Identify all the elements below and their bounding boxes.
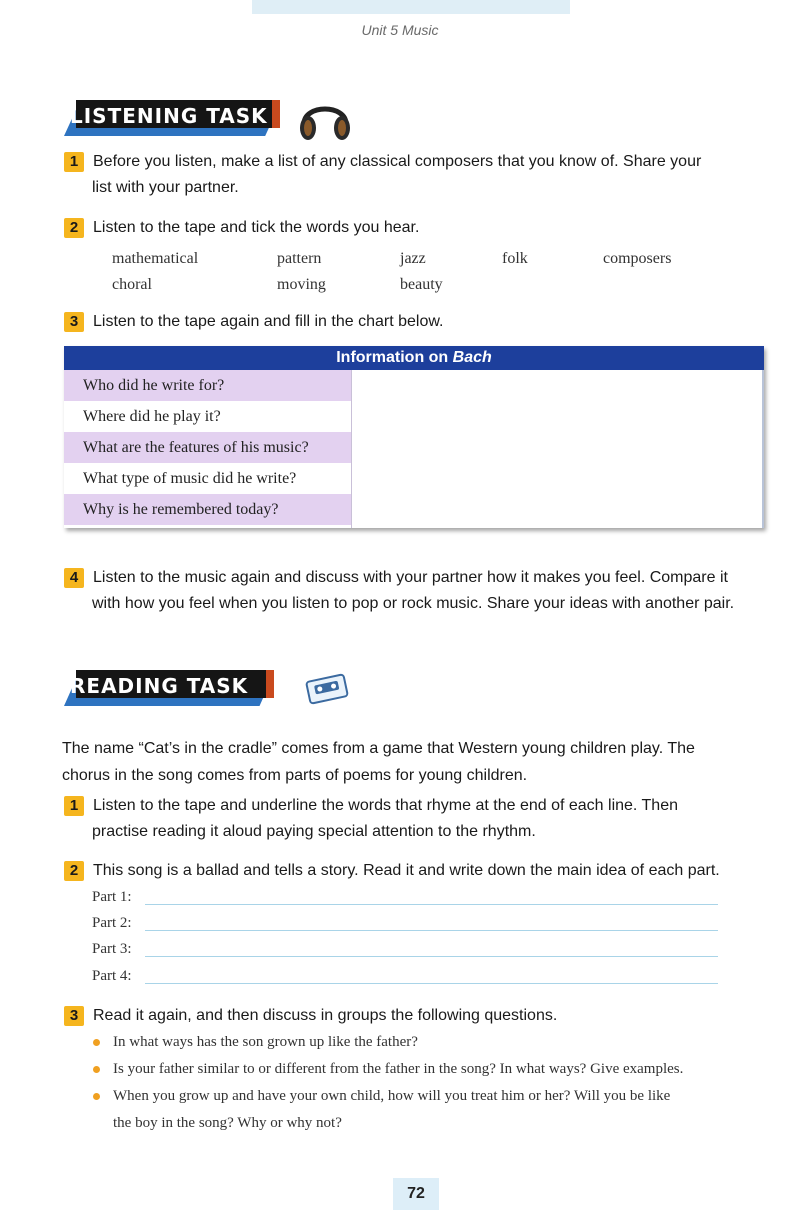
bullet-dot	[93, 1039, 100, 1046]
reading-task-banner	[64, 670, 284, 706]
chart-row	[64, 494, 764, 525]
chart-row	[64, 432, 764, 463]
task-text: Before you listen, make a list of any classical composers that you know of. Share your	[93, 153, 702, 170]
chart-divider	[351, 370, 352, 528]
task-number: 4	[64, 568, 84, 588]
task-text-cont: list with your partner.	[92, 179, 239, 196]
part-label: Part 2:	[92, 915, 132, 931]
task-text: Listen to the tape and tick the words you hear.	[93, 219, 420, 236]
task-text: Listen to the tape again and fill in the chart below.	[93, 313, 444, 330]
word-option: mathematical	[112, 250, 199, 267]
task-number: 3	[64, 1006, 84, 1026]
question-text: In what ways has the son grown up like the father?	[113, 1034, 418, 1050]
chart-question: What are the features of his music?	[64, 432, 352, 463]
chart-row	[64, 370, 764, 401]
task-number: 2	[64, 861, 84, 881]
page-number: 72	[393, 1178, 439, 1210]
task-text: Listen to the music again and discuss with your partner how it makes you feel. Compare it	[93, 569, 728, 586]
chart-question: Who did he write for?	[64, 370, 352, 401]
word-option: pattern	[277, 250, 322, 267]
question-text: Is your father similar to or different from the father in the song? In what ways? Give examples.	[113, 1061, 684, 1077]
listening-task-1	[64, 149, 769, 201]
listening-task-title: LISTENING TASK	[70, 104, 268, 128]
word-option: folk	[502, 250, 528, 267]
bullet-dot	[93, 1066, 100, 1073]
unit-title: Unit 5 Music	[361, 22, 439, 38]
reading-intro	[62, 735, 767, 789]
answer-line	[145, 930, 718, 931]
answer-line	[145, 956, 718, 957]
word-option: choral	[112, 276, 152, 293]
task-text-cont: practise reading it aloud paying special attention to the rhythm.	[92, 823, 536, 840]
reading-task-1	[64, 793, 769, 845]
chart-question: Where did he play it?	[83, 408, 221, 425]
chart-question: What type of music did he write?	[83, 470, 297, 487]
listening-task-2	[64, 215, 769, 241]
reading-intro-line: The name “Cat’s in the cradle” comes from a game that Western young children play. The	[62, 740, 695, 757]
reading-task-title: READING TASK	[70, 674, 249, 698]
discussion-question	[93, 1083, 773, 1137]
chart-title-prefix: Information on	[336, 349, 453, 366]
chart-title-name: Bach	[452, 349, 492, 366]
cassette-icon	[304, 672, 350, 706]
chart-header	[64, 346, 764, 370]
chart-row	[64, 463, 764, 494]
reading-task-3	[64, 1003, 769, 1029]
chart-border	[762, 370, 764, 528]
word-option: composers	[603, 250, 672, 267]
task-number: 1	[64, 796, 84, 816]
listening-task-4	[64, 565, 769, 617]
part-label: Part 3:	[92, 941, 132, 957]
bullet-dot	[93, 1093, 100, 1100]
task-text: Listen to the tape and underline the words that rhyme at the end of each line. Then	[93, 797, 678, 814]
task-number: 2	[64, 218, 84, 238]
answer-line	[145, 904, 718, 905]
header-decoration	[252, 0, 570, 14]
question-text: When you grow up and have your own child, how will you treat him or her? Will you be like	[113, 1088, 671, 1104]
listening-task-banner	[64, 100, 284, 136]
question-text-cont: the boy in the song? Why or why not?	[113, 1115, 342, 1131]
word-option: beauty	[400, 276, 443, 293]
part-label: Part 4:	[92, 968, 132, 984]
headphones-icon	[296, 94, 354, 142]
discussion-question	[93, 1029, 773, 1056]
word-option: jazz	[400, 250, 426, 267]
word-option: moving	[277, 276, 326, 293]
discussion-question	[93, 1056, 773, 1083]
part-label: Part 1:	[92, 889, 132, 905]
bach-info-chart	[64, 346, 764, 528]
task-text: This song is a ballad and tells a story. Read it and write down the main idea of each part.	[93, 862, 720, 879]
task-number: 3	[64, 312, 84, 332]
answer-line	[145, 983, 718, 984]
task-text-cont: with how you feel when you listen to pop or rock music. Share your ideas with another pair.	[92, 595, 735, 612]
reading-task-2	[64, 858, 769, 884]
listening-task-3	[64, 309, 769, 335]
task-number: 1	[64, 152, 84, 172]
task-text: Read it again, and then discuss in groups the following questions.	[93, 1007, 558, 1024]
reading-intro-line: chorus in the song comes from parts of poems for young children.	[62, 767, 528, 784]
chart-question: Why is he remembered today?	[64, 494, 352, 525]
chart-row	[64, 401, 764, 432]
